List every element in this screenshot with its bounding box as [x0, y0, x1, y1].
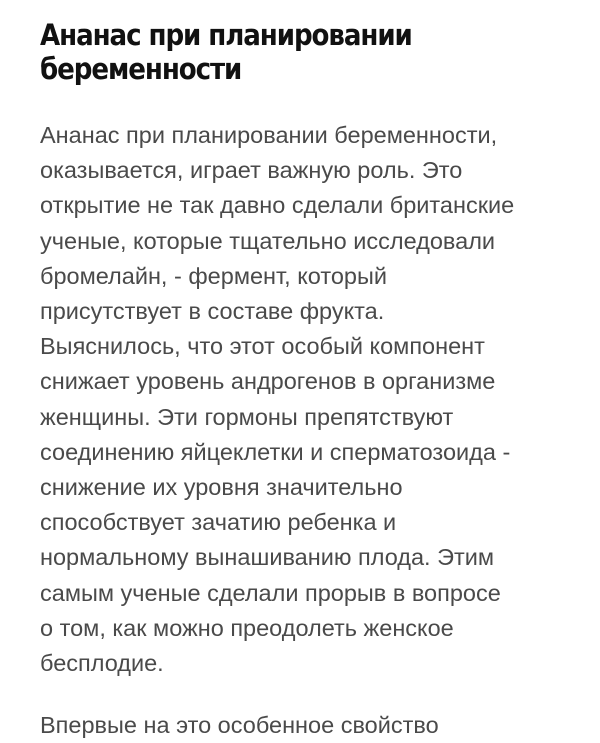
paragraph-line: о том, как можно преодолеть женское	[40, 614, 454, 641]
article-title-line: Ананас при планировании	[40, 18, 412, 52]
paragraph-line: Выяснилось, что этот особый компонент	[40, 333, 485, 360]
paragraph-line: присутствует в составе фрукта.	[40, 298, 385, 325]
paragraph-line: открытие не так давно сделали британские	[40, 192, 515, 219]
paragraph-line: соединению яйцеклетки и сперматозоида -	[40, 438, 511, 465]
paragraph-line: оказывается, играет важную роль. Это	[40, 157, 463, 184]
article-paragraph	[40, 118, 580, 681]
paragraph-line: бромелайн, - фермент, который	[40, 262, 387, 289]
paragraph-line: способствует зачатию ребенка и	[40, 509, 397, 536]
paragraph-line: снижает уровень андрогенов в организме	[40, 368, 496, 395]
paragraph-line: Ананас при планировании беременности,	[40, 122, 498, 148]
article-title	[40, 18, 508, 86]
paragraph-line: самым ученые сделали прорыв в вопросе	[40, 579, 501, 606]
article-paragraph-continued	[40, 708, 580, 743]
paragraph-line: ученые, которые тщательно исследовали	[40, 227, 496, 254]
article-title-line: беременности	[40, 52, 242, 86]
paragraph-line: снижение их уровня значительно	[40, 474, 403, 501]
paragraph-line: женщины. Эти гормоны препятствуют	[40, 403, 454, 430]
paragraph-line: Впервые на это особенное свойство	[40, 712, 439, 738]
paragraph-line: бесплодие.	[40, 650, 164, 677]
paragraph-line: нормальному вынашиванию плода. Этим	[40, 544, 495, 571]
